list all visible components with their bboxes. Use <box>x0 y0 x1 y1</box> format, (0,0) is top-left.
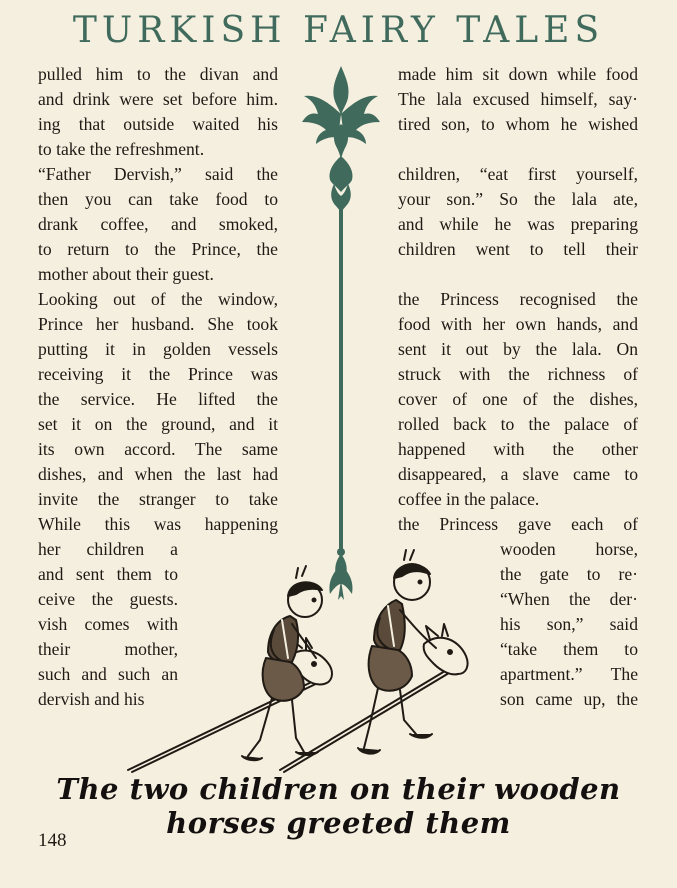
illustration-caption: The two children on their wooden horses greeted them <box>56 772 621 840</box>
text-line: invite the stranger to take <box>38 489 278 509</box>
text-line: your son.” So the lala ate, <box>398 189 638 209</box>
text-line: children, “eat first yourself, <box>398 164 638 184</box>
text-line: mother about their guest. <box>38 264 214 284</box>
text-line: food with her own hands, and <box>398 314 638 334</box>
text-line: struck with the richness of <box>398 364 638 384</box>
text-line: “Father Dervish,” said the <box>38 164 278 184</box>
text-line: Prince her husband. She took <box>38 314 278 334</box>
text-line: its own accord. The same <box>38 439 278 459</box>
text-line: Looking out of the window, <box>38 289 278 309</box>
blank-line <box>398 137 638 162</box>
text-line: set it on the ground, and it <box>38 414 278 434</box>
text-line: wooden horse, <box>500 539 638 559</box>
child-left-figure <box>128 566 332 772</box>
running-title: TURKISH FAIRY TALES <box>72 10 605 51</box>
text-line: children went to tell their <box>398 239 638 259</box>
text-line: dervish and his <box>38 689 145 709</box>
text-line: and drink were set before him. <box>38 89 278 109</box>
text-line: drank coffee, and smoked, <box>38 214 278 234</box>
text-line: the service. He lifted the <box>38 389 278 409</box>
blank-line <box>398 262 638 287</box>
text-line: tired son, to whom he wished <box>398 114 638 134</box>
text-line: ceive the guests. <box>38 589 178 609</box>
text-line: While this was happening <box>38 514 278 534</box>
text-line: “take them to <box>500 639 638 659</box>
text-line: apartment.” The <box>500 664 638 684</box>
children-on-hobby-horses-illustration <box>120 548 500 788</box>
text-line: coffee in the palace. <box>398 489 540 509</box>
text-line: putting it in golden vessels <box>38 339 278 359</box>
text-line: disappeared, a slave came to <box>398 464 638 484</box>
text-line: made him sit down while food <box>398 64 638 84</box>
text-line: ing that outside waited his <box>38 114 278 134</box>
text-line: receiving it the Prince was <box>38 364 278 384</box>
text-line: the Princess gave each of <box>398 514 638 534</box>
text-line: and while he was preparing <box>398 214 638 234</box>
text-line: pulled him to the divan and <box>38 64 278 84</box>
text-line: The lala excused himself, say· <box>398 89 638 109</box>
text-line: his son,” said <box>500 614 638 634</box>
text-line: vish comes with <box>38 614 178 634</box>
text-line: such and such an <box>38 664 178 684</box>
text-line: the Princess recognised the <box>398 289 638 309</box>
text-line: son came up, the <box>500 689 638 709</box>
text-line: the gate to re· <box>500 564 638 584</box>
page-number: 148 <box>38 830 67 851</box>
text-line: their mother, <box>38 639 178 659</box>
text-line: sent it out by the lala. On <box>398 339 638 359</box>
text-line: to take the refreshment. <box>38 139 205 159</box>
text-line: then you can take food to <box>38 189 278 209</box>
text-line: her children a <box>38 539 178 559</box>
text-line: dishes, and when the last had <box>38 464 278 484</box>
fleur-ornament-icon <box>296 64 386 604</box>
text-line: “When the der· <box>500 589 638 609</box>
text-line: and sent them to <box>38 564 178 584</box>
text-line: happened with the other <box>398 439 638 459</box>
text-line: cover of one of the dishes, <box>398 389 638 409</box>
text-line: to return to the Prince, the <box>38 239 278 259</box>
text-line: rolled back to the palace of <box>398 414 638 434</box>
